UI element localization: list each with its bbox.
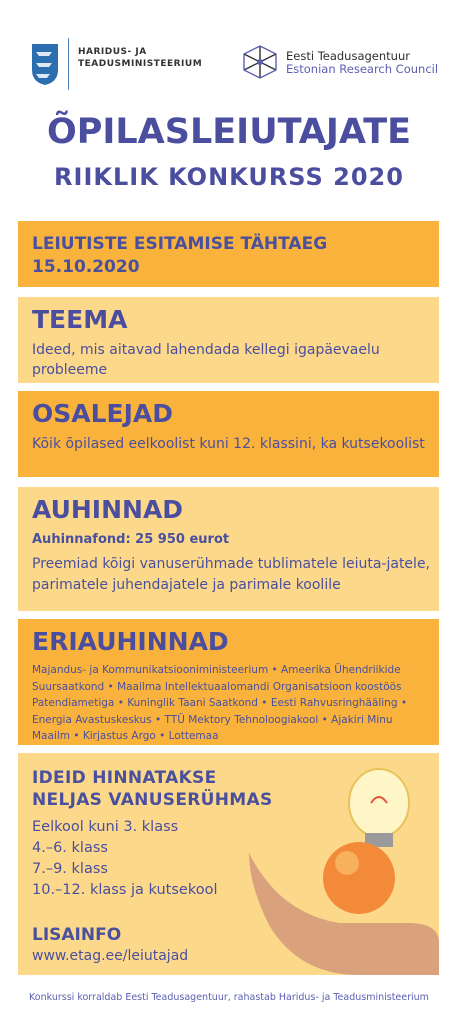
age-groups-heading-line1: IDEID HINNATAKSE (32, 768, 217, 788)
header-logos (0, 0, 458, 110)
page-title-line1: ÕPILASLEIUTAJATE (46, 112, 412, 152)
theme-text: Ideed, mis aitavad lahendada kellegi igapäevaelu probleeme (32, 342, 380, 378)
special-prizes-box (18, 619, 439, 745)
page-title-line2: RIIKLIK KONKURSS 2020 (54, 163, 404, 191)
prizes-heading: AUHINNAD (32, 495, 184, 524)
estonian-crest-icon (30, 42, 60, 86)
participants-text: Kõik õpilased eelkoolist kuni 12. klassini, ka kutsekoolist (32, 436, 425, 452)
deadline-text (32, 233, 327, 279)
more-info-link[interactable]: www.etag.ee/leiutajad (32, 948, 189, 964)
deadline-label: LEIUTISTE ESITAMISE TÄHTAEG (32, 234, 328, 254)
age-groups-list (32, 817, 217, 901)
theme-box (18, 297, 439, 383)
agency-name-eng: Estonian Research Council (286, 62, 439, 76)
list-item: 4.–6. klass (32, 840, 108, 856)
theme-heading: TEEMA (32, 305, 128, 334)
ministry-name (78, 46, 202, 70)
more-info-heading: LISAINFO (32, 925, 122, 945)
research-council-name (286, 50, 438, 76)
participants-box (18, 391, 439, 477)
age-groups-heading (32, 767, 273, 811)
prizes-box (18, 487, 439, 611)
footer-text: Konkurssi korraldab Eesti Teadusagentuur, rahastab Haridus- ja Teadusministeerium (29, 992, 429, 1003)
ministry-name-line1: HARIDUS- JA (78, 47, 147, 57)
list-item: 10.–12. klass ja kutsekool (32, 882, 218, 898)
deadline-date: 15.10.2020 (32, 257, 140, 277)
header-divider (68, 38, 69, 90)
ministry-name-line2: TEADUSMINISTEERIUM (78, 59, 203, 69)
prize-fund: Auhinnafond: 25 950 eurot (32, 532, 230, 547)
deadline-box (18, 221, 439, 287)
research-council-logo-icon (238, 42, 282, 82)
list-item: Eelkool kuni 3. klass (32, 819, 179, 835)
list-item: 7.–9. klass (32, 861, 108, 877)
prizes-text: Preemiad kõigi vanuserühmade tublimatele leiuta-jatele, parimatele juhendajatele ja parimale koolile (32, 556, 431, 593)
special-prizes-heading: ERIAUHINNAD (32, 627, 229, 656)
special-prizes-sponsors: Majandus- ja Kommunikatsiooniministeerium • Ameerika Ühendriikide Suursaatkond • Maailma Intellektuaalomandi Organisatsioon koostöös Patendiametiga • Kuninglik Taani Saatkond • Eesti Rahvusringhääling • Energia Avastuskeskus • TTÜ Mektory Tehnoloogiakool • Ajakiri Minu Maailm • Kirjastus Argo • Lottemaa (32, 664, 408, 742)
agency-name-est: Eesti Teadusagentuur (286, 49, 410, 63)
age-groups-box (18, 753, 439, 975)
participants-heading: OSALEJAD (32, 399, 174, 428)
age-groups-heading-line2: NELJAS VANUSERÜHMAS (32, 790, 273, 810)
